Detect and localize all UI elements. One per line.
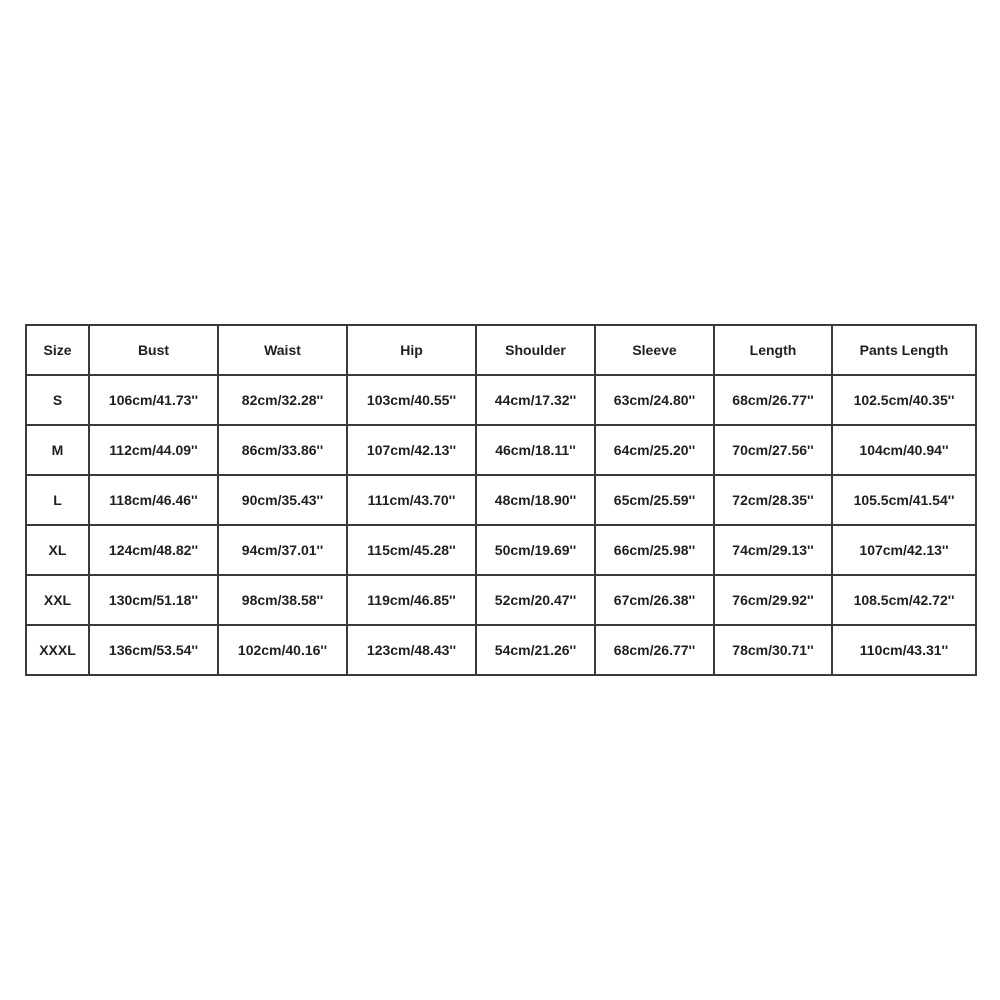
- waist-cell: 82cm/32.28'': [218, 375, 347, 425]
- hip-cell: 111cm/43.70'': [347, 475, 476, 525]
- header-hip: Hip: [347, 325, 476, 375]
- pants-length-cell: 102.5cm/40.35'': [832, 375, 976, 425]
- hip-cell: 103cm/40.55'': [347, 375, 476, 425]
- header-shoulder: Shoulder: [476, 325, 595, 375]
- pants-length-cell: 108.5cm/42.72'': [832, 575, 976, 625]
- shoulder-cell: 44cm/17.32'': [476, 375, 595, 425]
- length-cell: 78cm/30.71'': [714, 625, 832, 675]
- waist-cell: 86cm/33.86'': [218, 425, 347, 475]
- hip-cell: 123cm/48.43'': [347, 625, 476, 675]
- waist-cell: 102cm/40.16'': [218, 625, 347, 675]
- size-cell: XXXL: [26, 625, 89, 675]
- size-cell: XL: [26, 525, 89, 575]
- header-sleeve: Sleeve: [595, 325, 714, 375]
- waist-cell: 98cm/38.58'': [218, 575, 347, 625]
- sleeve-cell: 67cm/26.38'': [595, 575, 714, 625]
- header-size: Size: [26, 325, 89, 375]
- length-cell: 72cm/28.35'': [714, 475, 832, 525]
- sleeve-cell: 66cm/25.98'': [595, 525, 714, 575]
- size-cell: M: [26, 425, 89, 475]
- size-cell: XXL: [26, 575, 89, 625]
- pants-length-cell: 110cm/43.31'': [832, 625, 976, 675]
- bust-cell: 118cm/46.46'': [89, 475, 218, 525]
- sleeve-cell: 63cm/24.80'': [595, 375, 714, 425]
- table-row: [26, 525, 976, 575]
- header-waist: Waist: [218, 325, 347, 375]
- size-cell: S: [26, 375, 89, 425]
- pants-length-cell: 104cm/40.94'': [832, 425, 976, 475]
- bust-cell: 112cm/44.09'': [89, 425, 218, 475]
- table-row: [26, 475, 976, 525]
- table-row: [26, 625, 976, 675]
- bust-cell: 130cm/51.18'': [89, 575, 218, 625]
- length-cell: 74cm/29.13'': [714, 525, 832, 575]
- hip-cell: 115cm/45.28'': [347, 525, 476, 575]
- pants-length-cell: 105.5cm/41.54'': [832, 475, 976, 525]
- header-row: [26, 325, 976, 375]
- table-row: [26, 575, 976, 625]
- bust-cell: 124cm/48.82'': [89, 525, 218, 575]
- shoulder-cell: 48cm/18.90'': [476, 475, 595, 525]
- length-cell: 70cm/27.56'': [714, 425, 832, 475]
- waist-cell: 94cm/37.01'': [218, 525, 347, 575]
- sleeve-cell: 68cm/26.77'': [595, 625, 714, 675]
- size-cell: L: [26, 475, 89, 525]
- bust-cell: 136cm/53.54'': [89, 625, 218, 675]
- hip-cell: 107cm/42.13'': [347, 425, 476, 475]
- length-cell: 68cm/26.77'': [714, 375, 832, 425]
- shoulder-cell: 54cm/21.26'': [476, 625, 595, 675]
- table-row: [26, 425, 976, 475]
- length-cell: 76cm/29.92'': [714, 575, 832, 625]
- table-row: [26, 375, 976, 425]
- waist-cell: 90cm/35.43'': [218, 475, 347, 525]
- sleeve-cell: 65cm/25.59'': [595, 475, 714, 525]
- bust-cell: 106cm/41.73'': [89, 375, 218, 425]
- sleeve-cell: 64cm/25.20'': [595, 425, 714, 475]
- header-pants-length: Pants Length: [832, 325, 976, 375]
- hip-cell: 119cm/46.85'': [347, 575, 476, 625]
- size-chart-table: [25, 324, 977, 676]
- shoulder-cell: 52cm/20.47'': [476, 575, 595, 625]
- header-length: Length: [714, 325, 832, 375]
- header-bust: Bust: [89, 325, 218, 375]
- shoulder-cell: 46cm/18.11'': [476, 425, 595, 475]
- shoulder-cell: 50cm/19.69'': [476, 525, 595, 575]
- pants-length-cell: 107cm/42.13'': [832, 525, 976, 575]
